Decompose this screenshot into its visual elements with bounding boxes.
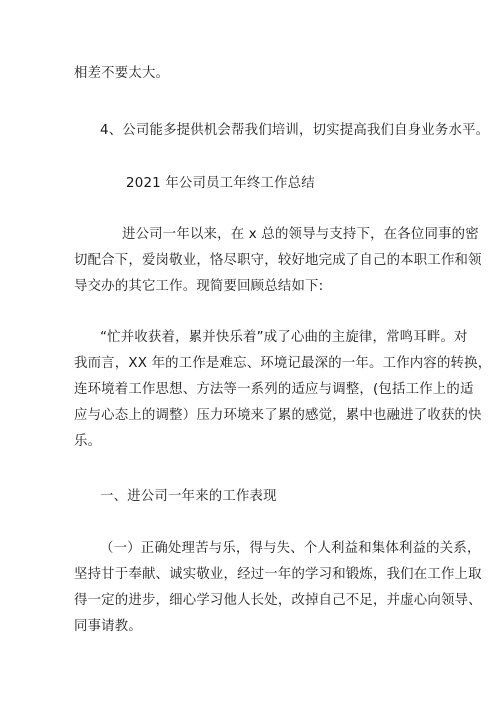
text-line: 一、进公司一年来的工作表现: [100, 489, 277, 504]
work-performance-paragraph: [74, 536, 482, 640]
paragraph-continuation: [74, 61, 436, 87]
text-line: 乐。: [74, 434, 102, 449]
text-line: （一）正确处理苦与乐，得与失、个人利益和集体利益的关系，: [100, 541, 481, 556]
text-line: 同事请教。: [74, 619, 142, 634]
intro-paragraph: [74, 222, 482, 300]
text-line: “忙并收获着，累并快乐着”成了心曲的主旋律，常鸣耳畔。对: [100, 330, 468, 345]
text-line: 坚持甘于奉献、诚实敬业，经过一年的学习和锻炼，我们在工作上取: [74, 567, 482, 582]
text-line: 我而言，XX 年的工作是难忘、环境记最深的一年。工作内容的转换，: [74, 356, 492, 371]
text-line: 连环境着工作思想、方法等一系列的适应与调整，(包括工作上的适: [74, 382, 474, 397]
reflection-paragraph: [74, 325, 492, 455]
section-heading: [100, 484, 462, 510]
suggestion-item-4: [100, 118, 490, 144]
text-line: 4、公司能多提供机会帮我们培训，切实提高我们自身业务水平。: [100, 123, 490, 138]
text-line: 导交办的其它工作。现简要回顾总结如下:: [74, 279, 324, 294]
text-line: 2021 年公司员工年终工作总结: [126, 176, 315, 191]
text-line: 进公司一年以来，在 x 总的领导与支持下，在各位同事的密: [122, 227, 479, 242]
text-line: 应与心态上的调整）压力环境来了累的感觉，累中也融进了收获的快: [74, 408, 482, 423]
document-title: [126, 171, 488, 197]
text-line: 相差不要太大。: [74, 66, 170, 81]
text-line: 得一定的进步，细心学习他人长处，改掉自己不足，并虚心向领导、: [74, 593, 482, 608]
text-line: 切配合下，爱岗敬业，恪尽职守，较好地完成了自己的本职工作和领: [74, 253, 482, 268]
